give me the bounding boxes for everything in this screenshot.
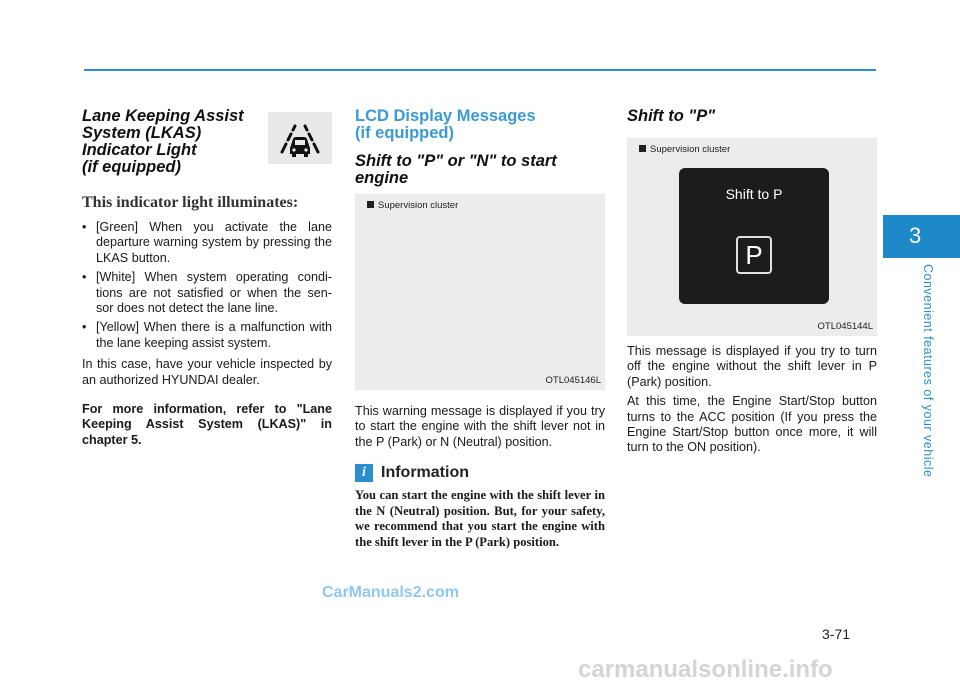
- figure-code: OTL045144L: [817, 321, 873, 332]
- lkas-paragraph: In this case, have your vehicle inspected by an authorized HYUNDAI dealer.: [82, 357, 332, 387]
- lkas-title-line: (if equipped): [82, 158, 181, 176]
- lcd-section-title: LCD Display Messages (if equipped): [355, 107, 536, 142]
- shift-p-n-subtitle: Shift to "P" or "N" to start engine: [355, 152, 557, 187]
- column-lkas: [82, 108, 332, 448]
- information-text: You can start the engine with the shift lever in the N (Neutral) position. But, for your safety, we recommend that you start the engine with the shift lever in the P (Park) position.: [355, 488, 605, 549]
- lcd-display: [679, 168, 829, 304]
- shift-to-p-paragraph: This message is displayed if you try to turn off the engine without the shift lever in P (Park) position.: [627, 344, 877, 389]
- info-icon: i: [355, 464, 373, 482]
- header-rule: [84, 69, 876, 71]
- figure-supervision-cluster: [355, 194, 605, 390]
- lkas-reference-note: For more information, refer to "Lane Keeping Assist System (LKAS)" in chapter 5.: [82, 402, 332, 447]
- figure-supervision-cluster: [627, 138, 877, 336]
- page-number: 3-71: [822, 626, 851, 642]
- lkas-title-line: Lane Keeping Assist: [82, 107, 244, 125]
- figure-caption: Supervision cluster: [639, 144, 730, 155]
- lkas-subheading: This indicator light illuminates:: [82, 194, 299, 211]
- column-shift-to-p: [627, 108, 877, 456]
- lkas-heading-block: [82, 108, 332, 184]
- chapter-tab: 3: [883, 215, 960, 258]
- column-lcd-messages: [355, 108, 605, 550]
- list-item: • [White] When system operating condi- tions are not satisfied or when the sen- sor does not detect the lane line.: [82, 270, 332, 316]
- watermark-right: carmanualsonline.info: [578, 656, 833, 683]
- information-header: [355, 464, 605, 482]
- chapter-label: Convenient features of your vehicle: [921, 264, 935, 478]
- lkas-title: [82, 108, 262, 176]
- list-item: • [Green] When you activate the lane departure warning system by pressing the LKAS button.: [82, 220, 332, 265]
- shift-to-p-paragraph-2: At this time, the Engine Start/Stop button turns to the ACC position (If you press the Engine Start/Stop button once more, it will turn to the ON position).: [627, 394, 877, 455]
- lkas-title-line: Indicator Light: [82, 141, 197, 159]
- figure-caption: Supervision cluster: [367, 200, 458, 211]
- figure-code: OTL045146L: [545, 375, 601, 386]
- lkas-bullet-list: [82, 220, 332, 351]
- lkas-car-lane-icon: [268, 112, 332, 164]
- list-item: • [Yellow] When there is a malfunction with the lane keeping assist system.: [82, 320, 332, 350]
- lkas-title-line: System (LKAS): [82, 124, 202, 142]
- shift-p-n-paragraph: This warning message is displayed if you try to start the engine with the shift lever not in the P (Park) or N (Neutral) position.: [355, 404, 605, 449]
- shift-to-p-title: Shift to "P": [627, 107, 716, 125]
- information-title: Information: [381, 464, 469, 482]
- lcd-p-indicator: P: [736, 236, 772, 274]
- watermark-left: CarManuals2.com: [322, 584, 459, 601]
- lcd-message-text: Shift to P: [725, 186, 783, 202]
